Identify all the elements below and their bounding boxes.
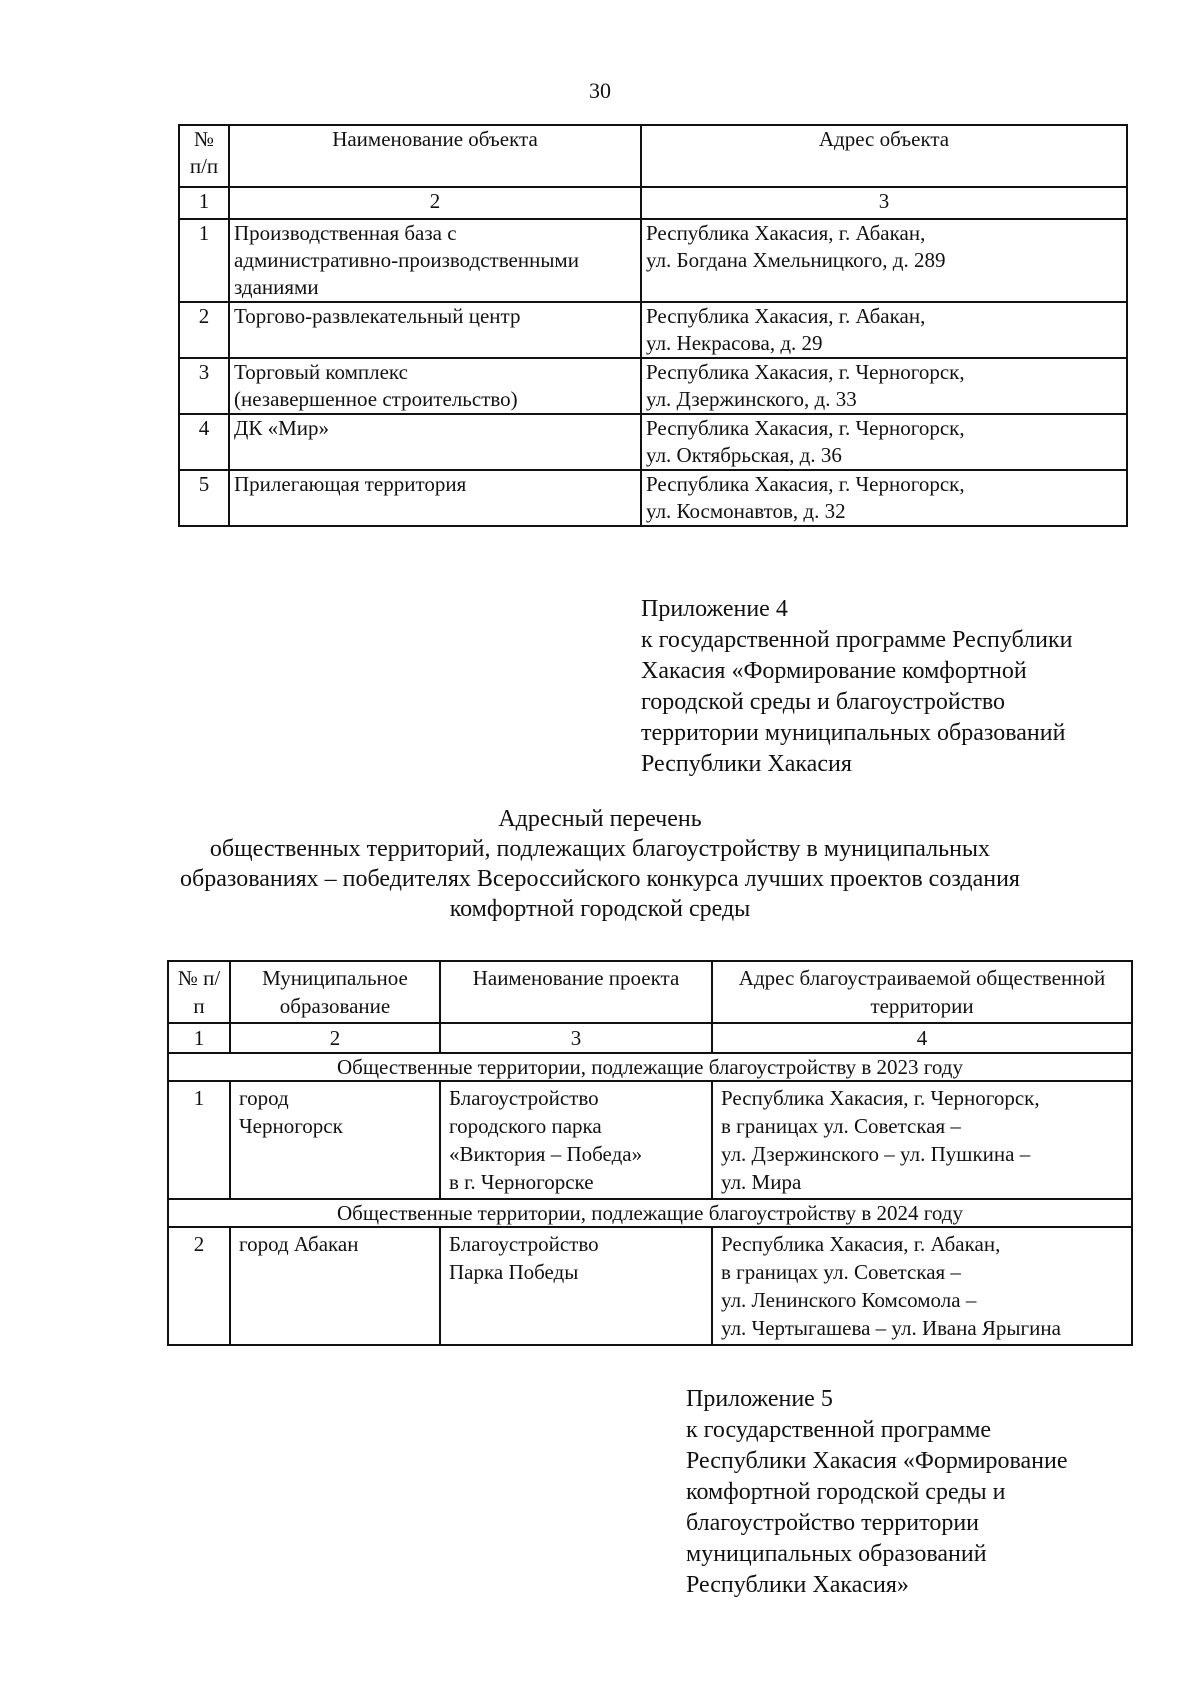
object-name-line: Производственная база с — [234, 221, 457, 245]
project-line: городского парка — [449, 1114, 602, 1138]
appendix-line: муниципальных образований — [686, 1541, 987, 1567]
header-project-name: Наименование проекта — [440, 961, 712, 1023]
section-title: Общественные территории, подлежащие благоустройству в 2024 году — [168, 1199, 1132, 1227]
section-row — [168, 1053, 1132, 1081]
row-number: 1 — [179, 219, 229, 302]
address-line: Республика Хакасия, г. Черногорск, — [646, 472, 965, 496]
address-line: ул. Дзержинского, д. 33 — [646, 387, 857, 411]
header-municipality: Муниципальное образование — [230, 961, 440, 1023]
object-name — [229, 358, 641, 414]
territories-table — [167, 960, 1133, 1346]
address-line: ул. Октябрьская, д. 36 — [646, 443, 842, 467]
appendix-line: комфортной городской среды и — [686, 1479, 1006, 1505]
column-number: 2 — [230, 1023, 440, 1053]
object-name-line: зданиями — [234, 275, 319, 299]
row-number: 5 — [179, 470, 229, 526]
object-name — [229, 219, 641, 302]
heading-line: образованиях – победителях Всероссийского конкурса лучших проектов создания — [180, 866, 1020, 892]
appendix-line: Республики Хакасия — [641, 751, 852, 777]
object-address — [641, 219, 1127, 302]
address-line: ул. Мира — [721, 1170, 802, 1194]
appendix-line: Республики Хакасия «Формирование — [686, 1448, 1068, 1474]
municipality — [230, 1081, 440, 1199]
section-title: Общественные территории, подлежащие благоустройству в 2023 году — [168, 1053, 1132, 1081]
header-object-name: Наименование объекта — [229, 125, 641, 187]
municipality-line: город Абакан — [239, 1232, 359, 1256]
project-line: Благоустройство — [449, 1232, 599, 1256]
object-name — [229, 302, 641, 358]
appendix-line: Хакасия «Формирование комфортной — [641, 658, 1027, 684]
appendix-line: благоустройство территории — [686, 1510, 980, 1536]
object-name — [229, 414, 641, 470]
object-address — [641, 358, 1127, 414]
column-number: 3 — [440, 1023, 712, 1053]
object-address — [641, 414, 1127, 470]
column-number: 3 — [641, 187, 1127, 219]
appendix-line: к государственной программе — [686, 1417, 992, 1443]
heading-title: Адресный перечень — [498, 806, 702, 832]
appendix-line: к государственной программе Республики — [641, 627, 1073, 653]
object-name-line: административно-производственными — [234, 248, 579, 272]
table-row — [168, 1081, 1132, 1199]
territory-address — [712, 1227, 1132, 1345]
object-name-line: Прилегающая территория — [234, 472, 467, 496]
column-number: 2 — [229, 187, 641, 219]
object-address — [641, 470, 1127, 526]
address-list-heading — [150, 804, 1050, 924]
section-row — [168, 1199, 1132, 1227]
territory-address — [712, 1081, 1132, 1199]
address-line: ул. Богдана Хмельницкого, д. 289 — [646, 248, 946, 272]
object-name-line: ДК «Мир» — [234, 416, 329, 440]
column-number: 1 — [179, 187, 229, 219]
project-line: Благоустройство — [449, 1086, 599, 1110]
appendix-4-note — [641, 594, 1161, 780]
row-number: 4 — [179, 414, 229, 470]
header-number: № п/п — [179, 125, 229, 187]
address-line: ул. Космонавтов, д. 32 — [646, 499, 846, 523]
table-row — [179, 302, 1127, 358]
column-number: 1 — [168, 1023, 230, 1053]
table-row — [179, 219, 1127, 302]
address-line: Республика Хакасия, г. Черногорск, — [721, 1086, 1040, 1110]
table-row — [179, 358, 1127, 414]
appendix-5-note — [686, 1384, 1166, 1601]
object-name-line: Торговый комплекс — [234, 360, 408, 384]
address-line: Республика Хакасия, г. Абакан, — [721, 1232, 1001, 1256]
table-row — [179, 470, 1127, 526]
appendix-line: Приложение 5 — [686, 1386, 833, 1412]
address-line: Республика Хакасия, г. Черногорск, — [646, 416, 965, 440]
header-number: № п/п — [168, 961, 230, 1023]
appendix-line: Республики Хакасия» — [686, 1572, 909, 1598]
address-line: ул. Чертыгашева – ул. Ивана Ярыгина — [721, 1316, 1061, 1340]
address-line: в границах ул. Советская – — [721, 1260, 961, 1284]
appendix-line: Приложение 4 — [641, 596, 788, 622]
project-line: «Виктория – Победа» — [449, 1142, 643, 1166]
heading-line: общественных территорий, подлежащих благоустройству в муниципальных — [209, 836, 991, 862]
object-name-line: (незавершенное строительство) — [234, 387, 518, 411]
row-number: 2 — [168, 1227, 230, 1345]
row-number: 1 — [168, 1081, 230, 1199]
municipality — [230, 1227, 440, 1345]
column-number: 4 — [712, 1023, 1132, 1053]
address-line: ул. Некрасова, д. 29 — [646, 331, 823, 355]
municipality-line: город — [239, 1086, 289, 1110]
project-line: в г. Черногорске — [449, 1170, 594, 1194]
header-territory-address: Адрес благоустраиваемой общественной территории — [712, 961, 1132, 1023]
address-line: в границах ул. Советская – — [721, 1114, 961, 1138]
page-number: 30 — [589, 78, 611, 103]
municipality-line: Черногорск — [239, 1114, 343, 1138]
address-line: ул. Дзержинского – ул. Пушкина – — [721, 1142, 1031, 1166]
appendix-line: территории муниципальных образований — [641, 720, 1066, 746]
table-row — [168, 1227, 1132, 1345]
object-address — [641, 302, 1127, 358]
project-name — [440, 1081, 712, 1199]
row-number: 2 — [179, 302, 229, 358]
address-line: Республика Хакасия, г. Абакан, — [646, 221, 926, 245]
table-row — [179, 414, 1127, 470]
header-object-address: Адрес объекта — [641, 125, 1127, 187]
address-line: Республика Хакасия, г. Черногорск, — [646, 360, 965, 384]
address-line: Республика Хакасия, г. Абакан, — [646, 304, 926, 328]
object-name-line: Торгово-развлекательный центр — [234, 304, 521, 328]
object-name — [229, 470, 641, 526]
address-line: ул. Ленинского Комсомола – — [721, 1288, 977, 1312]
objects-table — [178, 124, 1128, 527]
project-line: Парка Победы — [449, 1260, 579, 1284]
project-name — [440, 1227, 712, 1345]
appendix-line: городской среды и благоустройство — [641, 689, 1006, 715]
row-number: 3 — [179, 358, 229, 414]
heading-line: комфортной городской среды — [449, 896, 751, 922]
